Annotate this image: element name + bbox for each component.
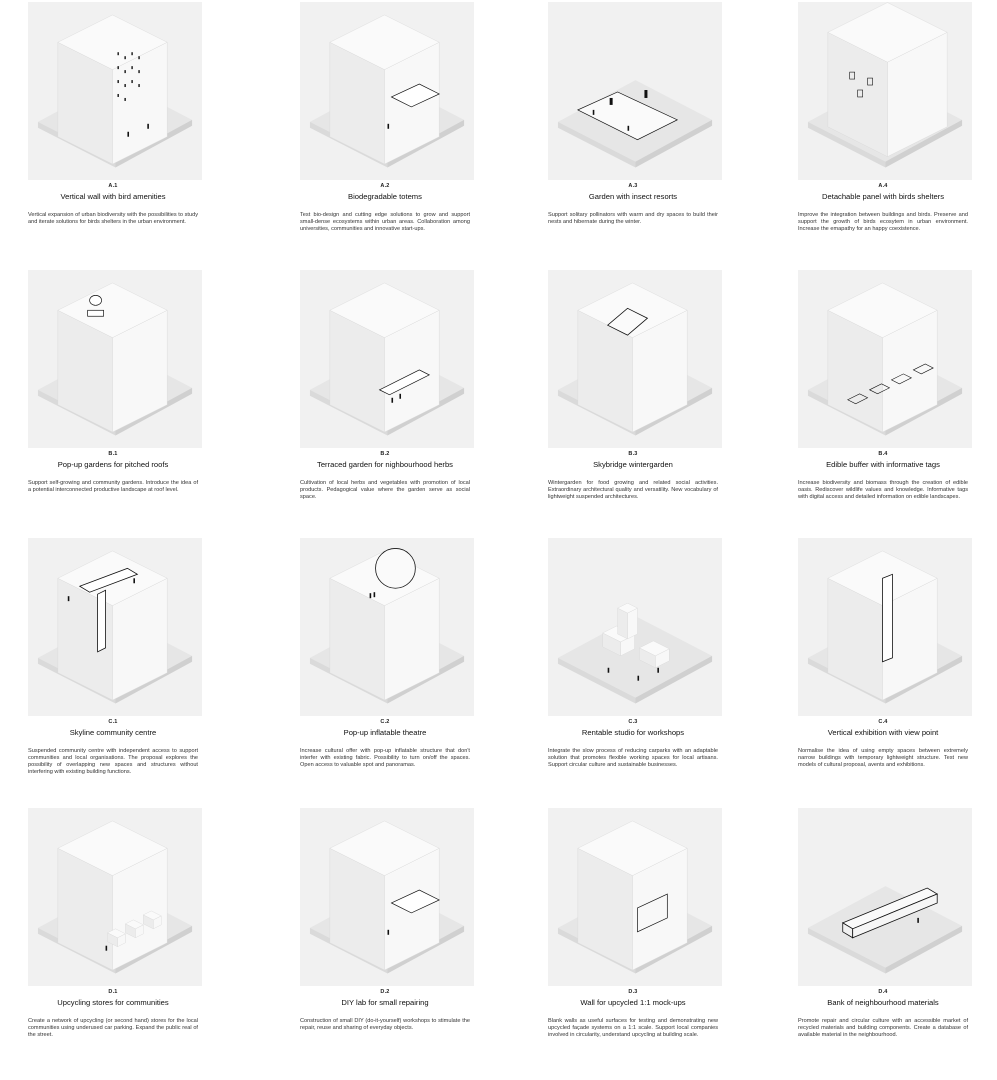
item-description: Construction of small DIY (do-it-yourself) workshops to stimulate the repair, reuse and sharing of everyday objects. (300, 1018, 470, 1032)
item-description: Suspended community centre with independent access to support communities and local organisations. The proposal explores the possibility of overlapping new spaces and structures without interfering with existing building functions. (28, 748, 198, 776)
item-description: Improve the integration between buildings and birds. Preserve and support the growth of birds ecosytem in urban environment. Increase the emapathy for an happy coexistence. (798, 212, 968, 233)
item-description: Increase cultural offer with pop-up inflatable structure that don't interfer with existing fabric. Possibility to turn on/off the spaces. Open access to valuable spot and panoramas. (300, 748, 470, 769)
item-description: Cultivation of local herbs and vegetables with promotion of local products. Pedagogical value where the garden serve as social space. (300, 480, 470, 501)
material-bank-illustration (798, 808, 972, 986)
skyline-centre-illustration (28, 538, 202, 716)
upcycling-stores-illustration (28, 808, 202, 986)
item-code: B.4 (878, 451, 888, 457)
studio-boxes-illustration (548, 538, 722, 716)
roof-garden-illustration (28, 270, 202, 448)
item-description: Test bio-design and cutting edge solutions to grow and support small-dense ecosystems within urban areas. Collaboration among universities, communities and innovative start-ups. (300, 212, 470, 233)
item-description: Increase biodiversity and biomass through the creation of edible oasis. Rediscover wildlife values and knowledge. Informative tags with digital access and detailed information on edible landscapes. (798, 480, 968, 501)
item-description: Integrate the slow process of reducing carparks with an adaptable solution that promotes flexible working spaces for local artisans. Support circular culture and sustainable businesses. (548, 748, 718, 769)
item-code: B.1 (108, 451, 118, 457)
item-code: D.1 (108, 989, 118, 995)
item-title: Biodegradable totems (348, 192, 422, 201)
item-title: Skybridge wintergarden (593, 460, 673, 469)
edible-buffer-illustration (798, 270, 972, 448)
garden-plot-illustration (548, 2, 722, 180)
item-title: Vertical exhibition with view point (827, 728, 939, 737)
item-code: D.4 (878, 989, 888, 995)
item-title: Vertical wall with bird amenities (60, 192, 166, 201)
mockup-wall-illustration (548, 808, 722, 986)
item-title: Upcycling stores for communities (57, 998, 169, 1007)
building-bird-wall-illustration (28, 2, 202, 180)
item-description: Vertical expansion of urban biodiversity with the possibilities to study and iterate solutions for birds shelters in the urban environment. (28, 212, 198, 226)
item-code: C.1 (108, 719, 118, 725)
skybridge-illustration (548, 270, 722, 448)
item-title: Rentable studio for workshops (581, 728, 685, 737)
item-code: A.4 (878, 183, 888, 189)
item-code: C.3 (628, 719, 638, 725)
item-title: Bank of neighbourhood materials (827, 998, 939, 1007)
item-code: B.2 (380, 451, 390, 457)
item-title: Edible buffer with informative tags (826, 460, 940, 469)
item-title: DIY lab for small repairing (341, 998, 429, 1007)
item-description: Support self-growing and community gardens. Introduce the idea of a potential interconnected productive landscape at roof level. (28, 480, 198, 494)
item-title: Pop-up inflatable theatre (343, 728, 427, 737)
item-title: Detachable panel with birds shelters (822, 192, 944, 201)
item-code: D.2 (380, 989, 390, 995)
item-title: Skyline community centre (69, 728, 157, 737)
item-title: Wall for upcycled 1:1 mock-ups (580, 998, 686, 1007)
item-description: Promote repair and circular culture with an accessible market of recycled materials and building components. Create a database of available material in the neighbourhood. (798, 1018, 968, 1039)
item-code: D.3 (628, 989, 638, 995)
item-description: Support solitary pollinators with warm and dry spaces to build their nests and hibernate during the winter. (548, 212, 718, 226)
vertical-exhibition-illustration (798, 538, 972, 716)
wall-panel-illustration (798, 2, 972, 180)
item-title: Pop-up gardens for pitched roofs (57, 460, 169, 469)
diy-lab-illustration (300, 808, 474, 986)
item-code: B.3 (628, 451, 638, 457)
item-title: Garden with insect resorts (588, 192, 678, 201)
item-description: Blank walls as useful surfaces for testing and demonstrating new upcycled façade systems on a 1:1 scale. Support local companies involved in circularity, understand upcycling at building scale. (548, 1018, 718, 1039)
item-code: C.4 (878, 719, 888, 725)
terraced-garden-illustration (300, 270, 474, 448)
item-code: A.3 (628, 183, 638, 189)
item-code: C.2 (380, 719, 390, 725)
inflatable-theatre-illustration (300, 538, 474, 716)
item-description: Normalise the idea of using empty spaces between extremely narrow buildings with temporary lightweight structure. Test new models of cultural proposal, avents and exhibitions. (798, 748, 968, 769)
item-code: A.1 (108, 183, 118, 189)
item-description: Create a network of upcycling (or second hand) stores for the local communities using underused car parking. Expand the public real of the street. (28, 1018, 198, 1039)
item-description: Wintergarden for food growing and related social activities. Extraordinary architectural quality and versatility. New vocabulary of lightweight suspended architectures. (548, 480, 718, 501)
item-code: A.2 (380, 183, 390, 189)
item-title: Terraced garden for nighbourhood herbs (317, 460, 453, 469)
building-totem-illustration (300, 2, 474, 180)
